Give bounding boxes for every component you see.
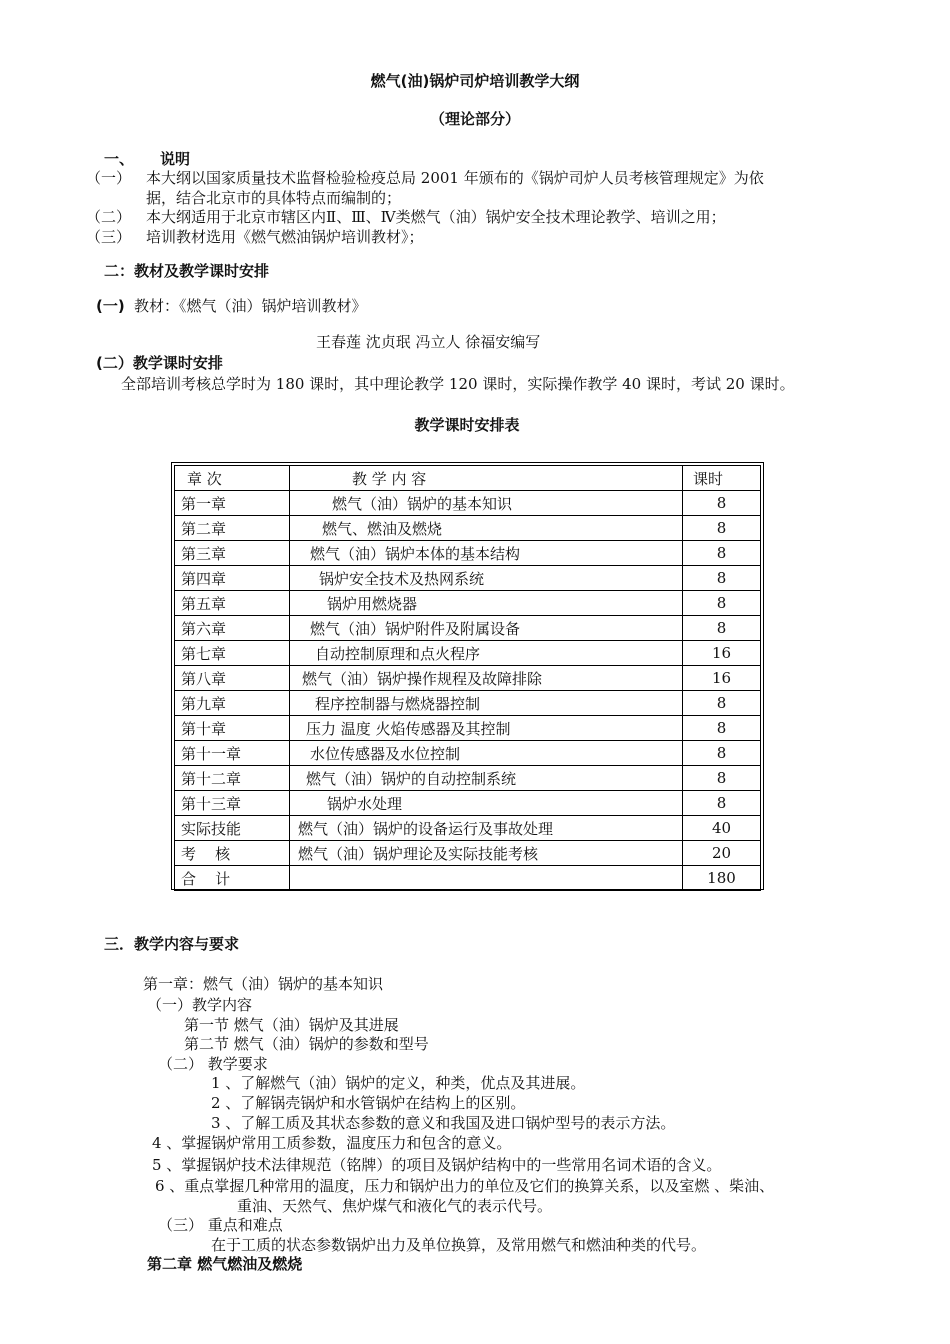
header-hours: 课时 (683, 466, 761, 491)
row-chapter: 第一章 (175, 491, 290, 516)
row-chapter: 考 核 (175, 841, 290, 866)
row-hours: 20 (683, 841, 761, 866)
row-content: 锅炉用燃烧器 (290, 591, 683, 616)
row-content: 锅炉安全技术及热网系统 (290, 566, 683, 591)
row-chapter: 第七章 (175, 641, 290, 666)
row-chapter: 第十章 (175, 716, 290, 741)
schedule-table (171, 462, 764, 890)
row-content: 燃气（油）锅炉操作规程及故障排除 (290, 666, 683, 691)
row-content: 锅炉水处理 (290, 791, 683, 816)
row-hours: 8 (683, 591, 761, 616)
doc-subtitle: （理论部分） (429, 110, 520, 128)
row-hours: 8 (683, 791, 761, 816)
ch1-req-1: 1 、了解燃气（油）锅炉的定义，种类，优点及其进展。 (211, 1074, 586, 1092)
table-row (175, 816, 761, 841)
ch1-req-5: 5 、掌握锅炉技术法律规范（铭牌）的项目及锅炉结构中的一些常用名词术语的含义。 (152, 1156, 722, 1174)
sec1-item3-number: （三） (86, 228, 132, 246)
sec2-textbook: 教材：《燃气（油）锅炉培训教材》 (134, 297, 367, 315)
table-row (175, 741, 761, 766)
row-hours: 16 (683, 666, 761, 691)
row-hours: 8 (683, 616, 761, 641)
row-hours: 180 (683, 866, 761, 891)
row-chapter: 第四章 (175, 566, 290, 591)
row-chapter: 第三章 (175, 541, 290, 566)
doc-title: 燃气(油)锅炉司炉培训教学大纲 (370, 72, 580, 90)
row-chapter: 第十三章 (175, 791, 290, 816)
table-row (175, 841, 761, 866)
row-hours: 16 (683, 641, 761, 666)
ch1-req-6: 6 、重点掌握几种常用的温度，压力和锅炉出力的单位及它们的换算关系，以及室燃 、柴油、 (155, 1177, 775, 1195)
ch2-title: 第二章 燃气燃油及燃烧 (147, 1255, 303, 1273)
row-content: 燃气（油）锅炉理论及实际技能考核 (290, 841, 683, 866)
row-hours: 8 (683, 766, 761, 791)
sec2-heading: 二：教材及教学课时安排 (104, 262, 270, 280)
ch1-section-2: 第二节 燃气（油）锅炉的参数和型号 (184, 1035, 429, 1053)
row-chapter: 第二章 (175, 516, 290, 541)
sec1-item1-number: （一） (86, 169, 132, 187)
ch1-req-6-continued: 重油、天然气、焦炉煤气和液化气的表示代号。 (237, 1197, 553, 1215)
ch1-key-text: 在于工质的状态参数锅炉出力及单位换算，及常用燃气和燃油种类的代号。 (211, 1236, 707, 1254)
table-row (175, 716, 761, 741)
ch1-content-label: （一）教学内容 (147, 996, 253, 1014)
table-title: 教学课时安排表 (414, 416, 520, 434)
row-content: 燃气（油）锅炉本体的基本结构 (290, 541, 683, 566)
row-hours: 8 (683, 541, 761, 566)
row-hours: 8 (683, 716, 761, 741)
sec1-item2-text: 本大纲适用于北京市辖区内Ⅱ、Ⅲ、Ⅳ类燃气（油）锅炉安全技术理论教学、培训之用； (146, 208, 726, 226)
table-row (175, 641, 761, 666)
ch1-key-label: （三） 重点和难点 (158, 1216, 283, 1234)
sec2-hours-text: 全部培训考核总学时为 180 课时，其中理论教学 120 课时，实际操作教学 40 课时，考试 20 课时。 (121, 375, 795, 393)
sec1-item3-text: 培训教材选用《燃气燃油锅炉培训教材》； (146, 228, 424, 246)
sec2-authors: 王春莲 沈贞珉 冯立人 徐福安编写 (316, 333, 541, 351)
row-chapter: 第五章 (175, 591, 290, 616)
row-hours: 8 (683, 566, 761, 591)
table-row (175, 791, 761, 816)
row-chapter: 实际技能 (175, 816, 290, 841)
row-chapter: 第九章 (175, 691, 290, 716)
sec1-number: 一、 (104, 150, 135, 168)
ch1-requirements-label: （二） 教学要求 (158, 1055, 268, 1073)
table-row (175, 541, 761, 566)
row-content: 程序控制器与燃烧器控制 (290, 691, 683, 716)
row-content: 燃气（油）锅炉附件及附属设备 (290, 616, 683, 641)
row-hours: 40 (683, 816, 761, 841)
row-content: 燃气、燃油及燃烧 (290, 516, 683, 541)
table-row (175, 591, 761, 616)
sec1-item1-line2: 据，结合北京市的具体特点而编制的； (146, 189, 402, 207)
table-total-row (175, 866, 761, 891)
row-content: 燃气（油）锅炉的自动控制系统 (290, 766, 683, 791)
sec1-item2-number: （二） (86, 208, 132, 226)
row-hours: 8 (683, 741, 761, 766)
table-header-row (175, 466, 761, 491)
row-chapter: 第十二章 (175, 766, 290, 791)
row-hours: 8 (683, 516, 761, 541)
row-content: 燃气（油）锅炉的设备运行及事故处理 (290, 816, 683, 841)
row-content: 自动控制原理和点火程序 (290, 641, 683, 666)
row-chapter: 第八章 (175, 666, 290, 691)
header-content: 教 学 内 容 (290, 466, 683, 491)
header-chapter: 章 次 (175, 466, 290, 491)
sec2-item1-number: (一) (96, 297, 125, 315)
ch1-section-1: 第一节 燃气（油）锅炉及其进展 (184, 1016, 399, 1034)
table-row (175, 616, 761, 641)
sec3-heading: 三．教学内容与要求 (104, 935, 240, 953)
sec1-heading: 说明 (160, 150, 191, 168)
row-hours: 8 (683, 491, 761, 516)
table-row (175, 666, 761, 691)
row-chapter: 合 计 (175, 866, 290, 891)
table-row (175, 516, 761, 541)
table-row (175, 691, 761, 716)
row-content (290, 866, 683, 891)
row-hours: 8 (683, 691, 761, 716)
row-chapter: 第六章 (175, 616, 290, 641)
row-content: 压力 温度 火焰传感器及其控制 (290, 716, 683, 741)
sec1-item1-line1: 本大纲以国家质量技术监督检验检疫总局 2001 年颁布的《锅炉司炉人员考核管理规定》为依 (146, 169, 764, 187)
ch1-req-2: 2 、了解锅壳锅炉和水管锅炉在结构上的区别。 (211, 1094, 526, 1112)
row-content: 水位传感器及水位控制 (290, 741, 683, 766)
ch1-req-4: 4 、掌握锅炉常用工质参数，温度压力和包含的意义。 (152, 1134, 512, 1152)
row-chapter: 第十一章 (175, 741, 290, 766)
row-content: 燃气（油）锅炉的基本知识 (290, 491, 683, 516)
ch1-req-3: 3 、了解工质及其状态参数的意义和我国及进口锅炉型号的表示方法。 (211, 1114, 676, 1132)
ch1-title: 第一章：燃气（油）锅炉的基本知识 (143, 975, 384, 993)
table-row (175, 766, 761, 791)
table-row (175, 491, 761, 516)
table-row (175, 566, 761, 591)
sec2-item2-heading: (二）教学课时安排 (96, 354, 223, 372)
